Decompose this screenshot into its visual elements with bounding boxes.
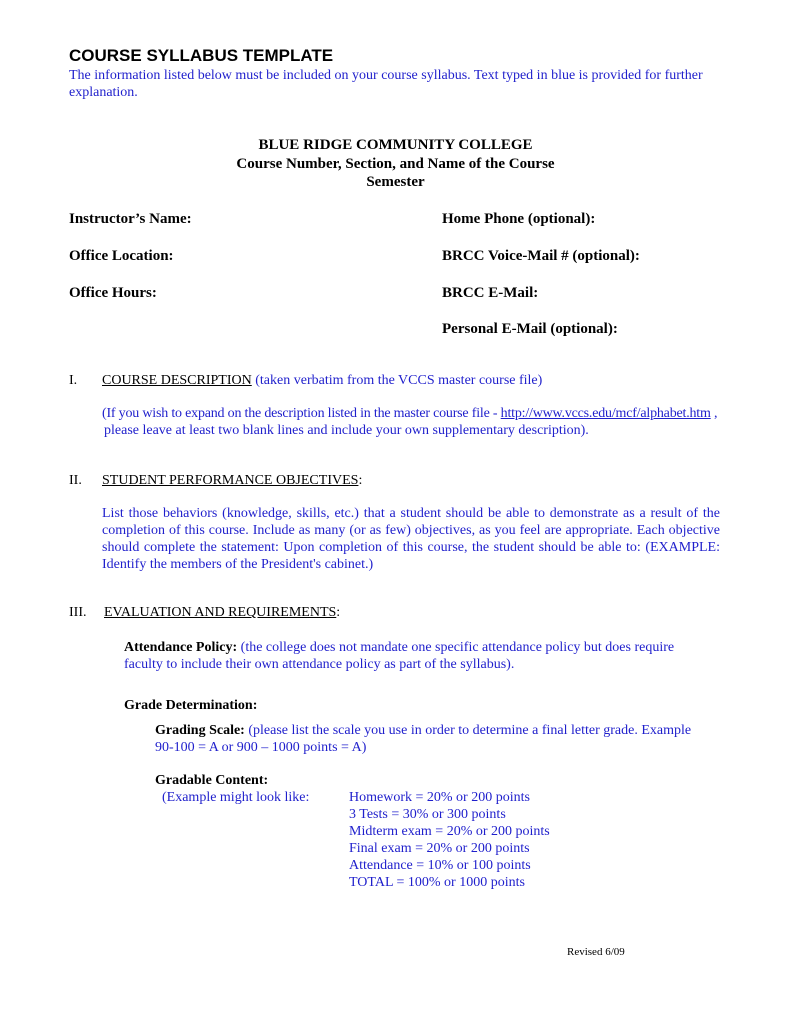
semester-line: Semester: [366, 174, 425, 190]
gradable-content-label: Gradable Content:: [155, 773, 269, 788]
example-list: [349, 789, 550, 891]
list-item: TOTAL = 100% or 1000 points: [349, 875, 525, 890]
vccs-master-file-link[interactable]: http://www.vccs.edu/mcf/alphabet.htm: [500, 406, 711, 421]
description-expand-line: [102, 405, 717, 422]
instructor-name-label: Instructor’s Name:: [69, 211, 192, 227]
intro-text: [69, 67, 729, 101]
paragraph-line: completion of this course. Include as many (or as few) objectives, as you feel are appropriate. Each objective: [102, 523, 720, 538]
page-title: COURSE SYLLABUS TEMPLATE: [69, 46, 334, 65]
heading-colon: :: [358, 473, 363, 488]
paragraph-line: List those behaviors (knowledge, skills, etc.) that a student should be able to demonstrate as a result of the: [102, 506, 720, 521]
intro-line: The information listed below must be included on your course syllabus. Text typed in blue is provided for further: [69, 68, 703, 83]
course-line: Course Number, Section, and Name of the Course: [236, 156, 555, 172]
example-intro: (Example might look like:: [162, 790, 310, 805]
attendance-policy-label: Attendance Policy:: [124, 640, 238, 655]
attendance-policy-text2: faculty to include their own attendance policy as part of the syllabus).: [124, 657, 515, 672]
heading-colon: :: [336, 605, 341, 620]
intro-line: explanation.: [69, 85, 138, 100]
expand-text: (If you wish to expand on the description listed in the master course file -: [102, 406, 501, 421]
office-location-label: Office Location:: [69, 248, 174, 264]
evaluation-heading: EVALUATION AND REQUIREMENTS: [104, 605, 337, 620]
section-heading-row: [102, 472, 362, 489]
list-item: Homework = 20% or 200 points: [349, 790, 530, 805]
paragraph-line: should complete the statement: Upon completion of this course, the student should be able to: (EXAMPLE:: [102, 540, 720, 555]
expand-text-end: ,: [710, 406, 718, 421]
grading-scale-row: [155, 722, 691, 739]
section-numeral: III.: [69, 605, 87, 620]
section-heading-row: [102, 372, 542, 389]
list-item: Midterm exam = 20% or 200 points: [349, 824, 550, 839]
course-description-heading: COURSE DESCRIPTION: [102, 373, 252, 388]
grade-determination-label: Grade Determination:: [124, 698, 258, 713]
section-numeral: II.: [69, 473, 82, 488]
section-numeral: I.: [69, 373, 78, 388]
personal-email-label: Personal E-Mail (optional):: [442, 321, 618, 337]
revision-footer: Revised 6/09: [567, 946, 625, 958]
attendance-policy-row: [124, 639, 674, 656]
course-description-note: (taken verbatim from the VCCS master course file): [251, 373, 543, 388]
grading-scale-text: (please list the scale you use in order to determine a final letter grade. Example: [244, 723, 692, 738]
list-item: Attendance = 10% or 100 points: [349, 858, 531, 873]
office-hours-label: Office Hours:: [69, 285, 157, 301]
section-heading-row: [104, 604, 340, 621]
grading-scale-label: Grading Scale:: [155, 723, 245, 738]
grading-scale-text2: 90-100 = A or 900 – 1000 points = A): [155, 740, 367, 755]
home-phone-label: Home Phone (optional):: [442, 211, 596, 227]
objectives-paragraph: [102, 505, 720, 573]
paragraph-line: Identify the members of the President's cabinet.): [102, 557, 374, 572]
email-label: BRCC E-Mail:: [442, 285, 539, 301]
list-item: Final exam = 20% or 200 points: [349, 841, 530, 856]
description-expand-line2: please leave at least two blank lines and include your own supplementary description).: [104, 423, 589, 438]
attendance-policy-text: (the college does not mandate one specific attendance policy but does require: [237, 640, 675, 655]
college-name: BLUE RIDGE COMMUNITY COLLEGE: [258, 137, 533, 153]
list-item: 3 Tests = 30% or 300 points: [349, 807, 506, 822]
voicemail-label: BRCC Voice-Mail # (optional):: [442, 248, 640, 264]
objectives-heading: STUDENT PERFORMANCE OBJECTIVES: [102, 473, 359, 488]
